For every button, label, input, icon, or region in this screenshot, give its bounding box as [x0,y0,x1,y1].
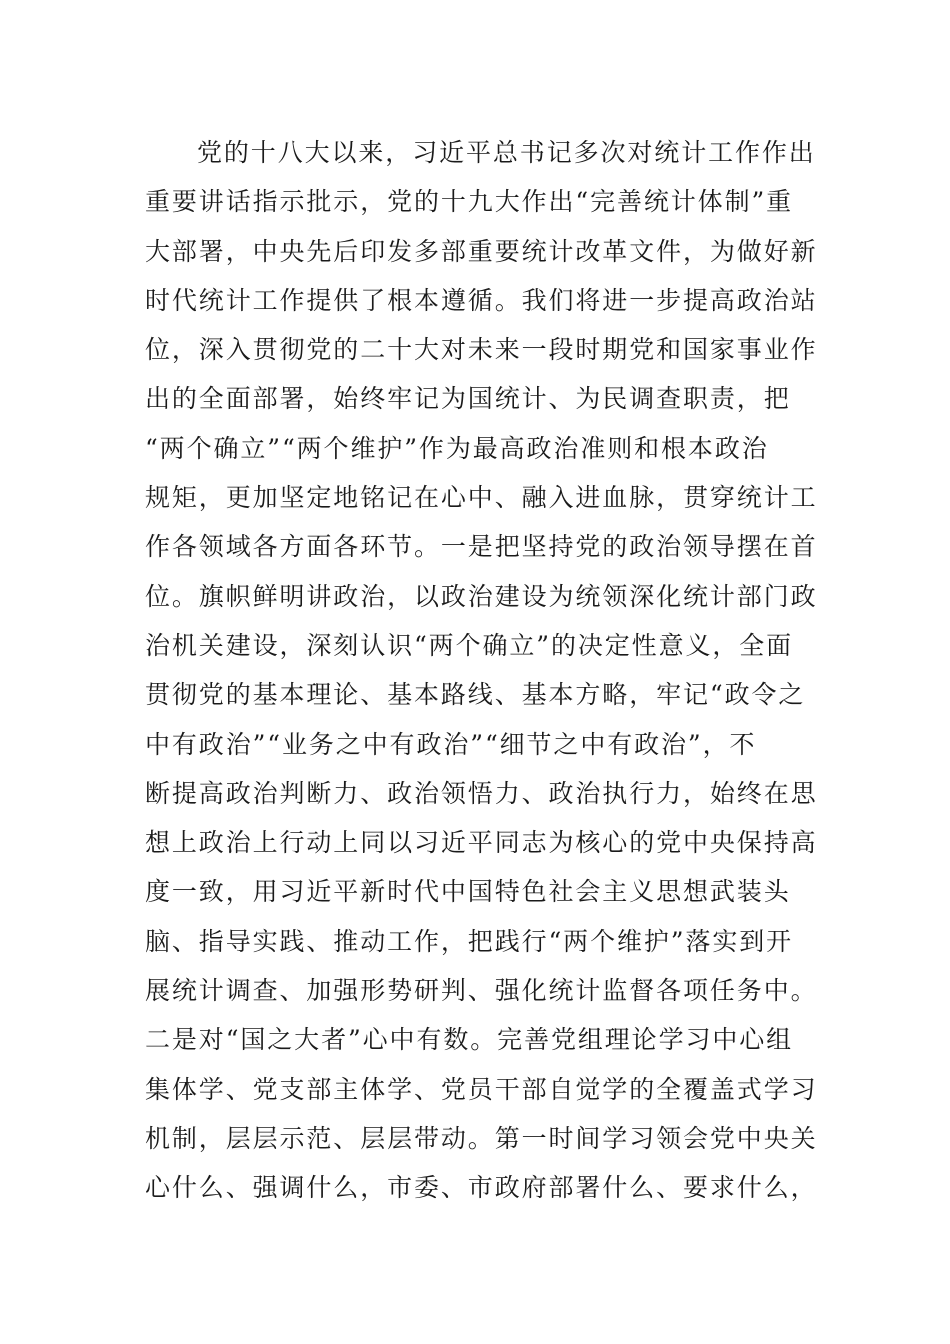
text-line-7: “两个确立”“两个维护”作为最高政治准则和根本政治 [145,433,769,463]
text-line-12: 贯彻党的基本理论、基本路线、基本方略，牢记“政令之 [145,680,806,710]
text-line-9: 作各领域各方面各环节。一是把坚持党的政治领导摆在首 [145,532,818,562]
text-line-15: 想上政治上行动上同以习近平同志为核心的党中央保持高 [145,828,818,858]
text-line-17: 脑、指导实践、推动工作，把践行“两个维护”落实到开 [145,926,794,956]
text-line-2: 重要讲话指示批示，党的十九大作出“完善统计体制”重 [145,187,794,217]
text-line-14: 断提高政治判断力、政治领悟力、政治执行力，始终在思 [145,778,818,808]
text-line-21: 机制，层层示范、层层带动。第一时间学习领会党中央关 [145,1123,818,1153]
text-line-3: 大部署，中央先后印发多部重要统计改革文件，为做好新 [145,236,818,266]
text-line-11: 治机关建设，深刻认识“两个确立”的决定性意义，全面 [145,630,794,660]
text-line-8: 规矩，更加坚定地铭记在心中、融入进血脉，贯穿统计工 [145,483,818,513]
text-line-19: 二是对“国之大者”心中有数。完善党组理论学习中心组 [145,1025,794,1055]
text-line-22: 心什么、强调什么，市委、市政府部署什么、要求什么， [145,1173,818,1203]
text-line-16: 度一致，用习近平新时代中国特色社会主义思想武装头 [145,877,791,907]
text-line-10: 位。旗帜鲜明讲政治，以政治建设为统领深化统计部门政 [145,581,818,611]
text-line-20: 集体学、党支部主体学、党员干部自觉学的全覆盖式学习 [145,1074,818,1104]
text-line-5: 位，深入贯彻党的二十大对未来一段时期党和国家事业作 [145,335,818,365]
text-line-1: 党的十八大以来，习近平总书记多次对统计工作作出 [197,138,816,167]
text-line-4: 时代统计工作提供了根本遵循。我们将进一步提高政治站 [145,285,818,315]
text-line-6: 出的全面部署，始终牢记为国统计、为民调查职责，把 [145,384,791,414]
body-paragraph [145,128,818,1213]
text-line-18: 展统计调查、加强形势研判、强化统计监督各项任务中。 [145,976,818,1006]
text-line-13: 中有政治”“业务之中有政治”“细节之中有政治”，不 [145,729,757,759]
